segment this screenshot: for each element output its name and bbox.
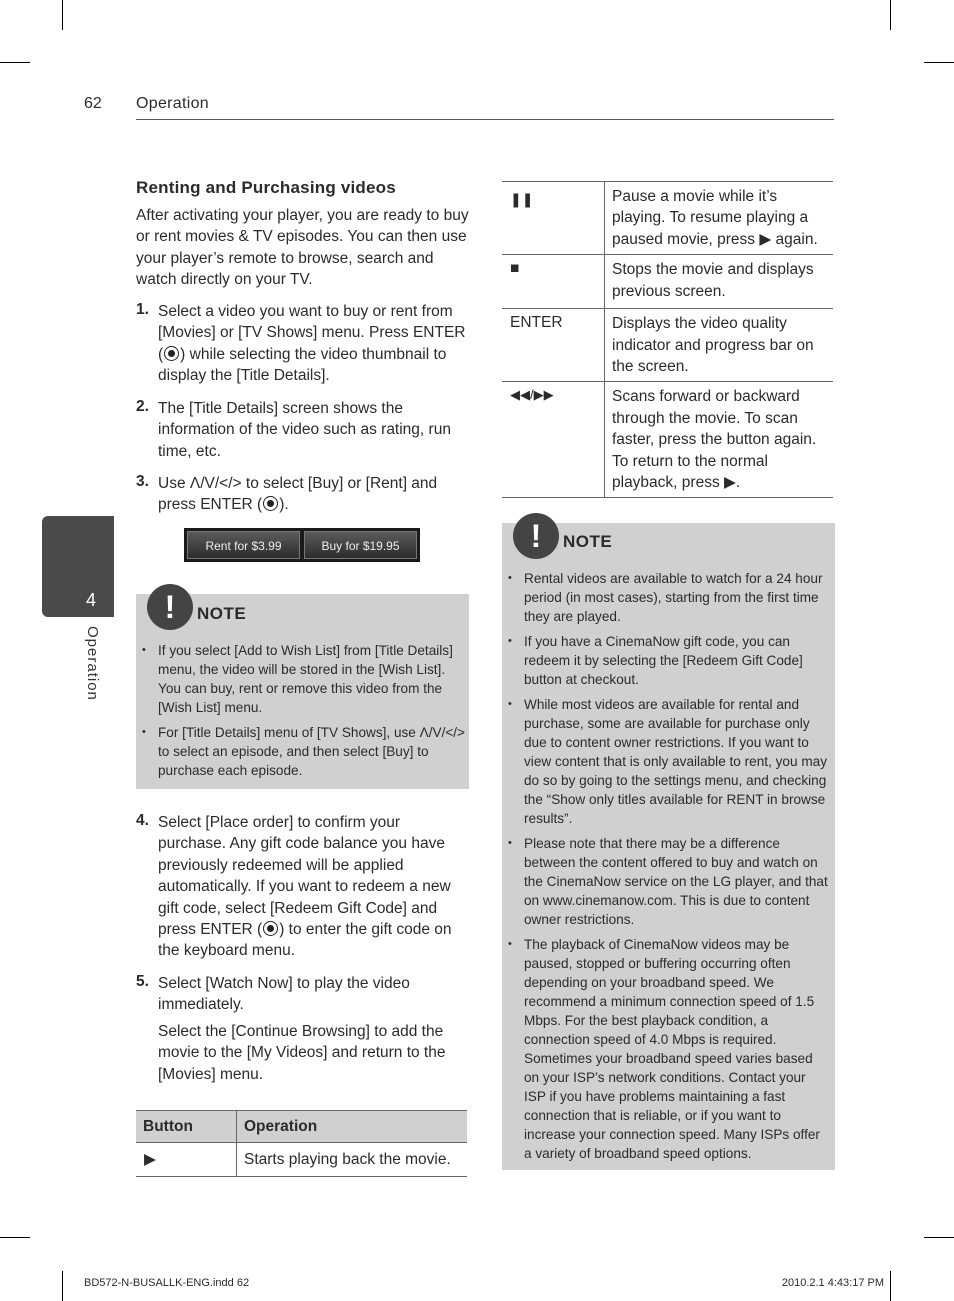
step-number: 1. xyxy=(136,301,149,318)
table-cell-operation: Pause a movie while it’s playing. To resume playing a paused movie, press ▶ again. xyxy=(605,182,834,255)
note-box xyxy=(136,589,469,789)
step-text: to select [Buy] or [Rent] and press ENTER ( xyxy=(158,475,438,514)
table-header-button: Button xyxy=(136,1111,237,1143)
arrow-keys-icon: Λ/V/</> xyxy=(189,475,242,492)
rewind-fastforward-icon: ◀◀/▶▶ xyxy=(502,382,605,498)
stop-icon: ■ xyxy=(502,255,605,309)
page-number: 62 xyxy=(84,95,102,112)
step-4 xyxy=(136,812,470,962)
enter-icon xyxy=(263,496,278,511)
step-2 xyxy=(136,398,470,464)
footer-filename: BD572-N-BUSALLK-ENG.indd 62 xyxy=(84,1277,250,1289)
header-section-title: Operation xyxy=(136,95,209,112)
step-text: ). xyxy=(279,496,289,514)
play-icon: ▶ xyxy=(136,1143,237,1177)
table-cell-operation: Starts playing back the movie. xyxy=(244,1150,451,1168)
section-title: Renting and Purchasing videos xyxy=(136,178,396,197)
crop-mark xyxy=(0,1237,30,1238)
operation-table xyxy=(136,1110,467,1177)
table-row xyxy=(502,309,833,382)
step-text: Select a video you want to buy or rent from [Movies] or [TV Shows] menu. Press ENTER ( xyxy=(158,303,466,363)
rent-buy-screenshot xyxy=(184,528,420,562)
table-row xyxy=(502,382,833,498)
step-text: Select [Place order] to confirm your purchase. Any gift code balance you have previously redeemed will be applied automatically. If you want to redeem a new gift code, select [Redeem Gift Code] and press ENTER ( xyxy=(158,814,451,939)
enter-button-label: ENTER xyxy=(502,309,605,382)
note-box-2 xyxy=(502,518,835,1170)
buy-button[interactable]: Buy for $19.95 xyxy=(304,531,417,559)
crop-mark xyxy=(890,1271,891,1301)
step-text: Select the [Continue Browsing] to add the movie to the [My Videos] and return to the [Movies] menu. xyxy=(158,1023,446,1083)
crop-mark xyxy=(924,62,954,63)
section-intro: After activating your player, you are ready to buy or rent movies & TV episodes. You can then use your player’s remote to browse, search and watch directly on your TV. xyxy=(136,207,469,289)
crop-mark xyxy=(0,62,30,63)
step-3 xyxy=(136,473,470,519)
chapter-number: 4 xyxy=(86,590,97,610)
step-text: Select [Watch Now] to play the video immediately. xyxy=(158,975,410,1014)
crop-mark xyxy=(62,0,63,30)
crop-mark xyxy=(62,1271,63,1301)
step-1 xyxy=(136,301,470,391)
chapter-label: Operation xyxy=(84,626,101,701)
warning-icon: ! xyxy=(147,584,193,630)
crop-mark xyxy=(890,0,891,30)
step-number: 5. xyxy=(136,973,149,990)
step-text: The [Title Details] screen shows the information of the video such as rating, run time, etc. xyxy=(158,400,451,460)
table-row xyxy=(136,1143,467,1177)
step-text: Use xyxy=(158,475,190,492)
chapter-tab xyxy=(42,516,114,617)
footer-timestamp: 2010.2.1 4:43:17 PM xyxy=(781,1277,884,1289)
step-5 xyxy=(136,973,470,1088)
operation-table-continued xyxy=(502,181,833,498)
crop-mark xyxy=(924,1237,954,1238)
step-text: ) to enter the gift code on the keyboard menu. xyxy=(158,921,452,960)
rent-button[interactable]: Rent for $3.99 xyxy=(187,531,300,559)
warning-icon: ! xyxy=(513,513,559,559)
note-item: • If you have a CinemaNow gift code, you can redeem it by selecting the [Redeem Gift Code] button at checkout. xyxy=(502,632,830,689)
note-item: • Rental videos are available to watch for a 24 hour period (in most cases), starting from the first time they are played. xyxy=(502,569,830,626)
table-cell-operation: Scans forward or backward through the movie. To scan faster, press the button again. To return to the normal playback, press ▶. xyxy=(605,382,834,498)
note-item: • If you select [Add to Wish List] from [Title Details] menu, the video will be stored in the [Wish List]. You can buy, rent or remove this video from the [Wish List] menu. xyxy=(136,641,466,717)
step-number: 4. xyxy=(136,812,149,829)
table-header-operation: Operation xyxy=(244,1117,318,1135)
step-number: 3. xyxy=(136,473,149,490)
table-row xyxy=(502,255,833,309)
note-item: • While most videos are available for rental and purchase, some are available for purchase only due to content owner restrictions. If you want to view content that is only available to rent, you may do so by going to the settings menu, and checking the “Show only titles available for RENT in browse results”. xyxy=(502,695,830,828)
step-number: 2. xyxy=(136,398,149,415)
note-title: NOTE xyxy=(197,604,247,623)
enter-icon xyxy=(164,346,179,361)
header-rule xyxy=(136,119,834,120)
table-cell-operation: Displays the video quality indicator and progress bar on the screen. xyxy=(605,309,834,382)
step-text: ) while selecting the video thumbnail to display the [Title Details]. xyxy=(158,345,447,385)
note-item: • The playback of CinemaNow videos may be paused, stopped or buffering occurring often depending on your broadband speed. We recommend a minimum connection speed of 1.5 Mbps. For the best playback condition, a connection speed of 4.0 Mbps is required. Sometimes your broadband speed varies based on your ISP’s network conditions. Contact your ISP if you have problems maintaining a fast connection that is reliable, or if you want to increase your connection speed. Many ISPs offer a variety of broadband speed options. xyxy=(502,935,830,1163)
note-item: • For [Title Details] menu of [TV Shows], use Λ/V/</> to select an episode, and then select [Buy] to purchase each episode. xyxy=(136,723,466,780)
table-row xyxy=(502,182,833,255)
enter-icon xyxy=(263,921,278,936)
pause-icon: ❚❚ xyxy=(502,182,605,255)
note-title: NOTE xyxy=(563,532,613,551)
note-item: • Please note that there may be a difference between the content offered to buy and watch on the CinemaNow service on the LG player, and that on www.cinemanow.com. This is due to content owner restrictions. xyxy=(502,834,830,929)
table-cell-operation: Stops the movie and displays previous screen. xyxy=(605,255,834,309)
